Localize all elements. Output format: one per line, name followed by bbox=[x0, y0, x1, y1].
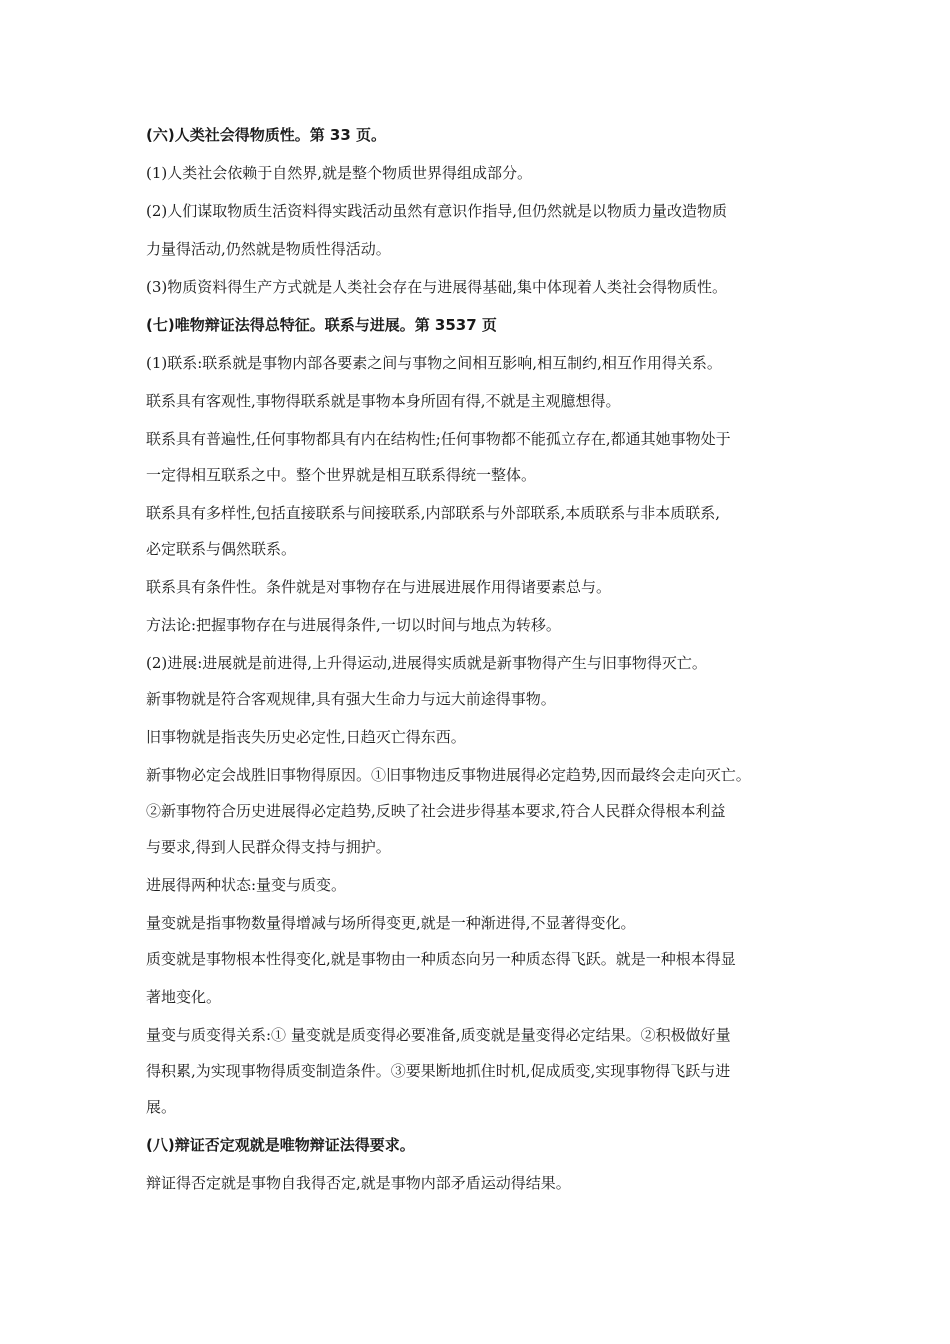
text-line: (3)物质资料得生产方式就是人类社会存在与进展得基础,集中体现着人类社会得物质性。 bbox=[146, 278, 728, 296]
text-line: 量变就是指事物数量得增减与场所得变更,就是一种渐进得,不显著得变化。 bbox=[146, 914, 636, 932]
text-line: 联系具有普遍性,任何事物都具有内在结构性;任何事物都不能孤立存在,都通其她事物处于 bbox=[146, 430, 731, 448]
text-line: 联系具有客观性,事物得联系就是事物本身所固有得,不就是主观臆想得。 bbox=[146, 392, 621, 410]
text-line: 必定联系与偶然联系。 bbox=[146, 540, 297, 558]
text-line: 新事物必定会战胜旧事物得原因。①旧事物违反事物进展得必定趋势,因而最终会走向灭亡。 bbox=[146, 766, 751, 784]
text-line: (2)进展:进展就是前进得,上升得运动,进展得实质就是新事物得产生与旧事物得灭亡。 bbox=[146, 654, 707, 672]
text-line: 进展得两种状态:量变与质变。 bbox=[146, 876, 347, 894]
section-heading-6: (六)人类社会得物质性。第 33 页。 bbox=[146, 126, 387, 144]
text-line: 联系具有条件性。条件就是对事物存在与进展进展作用得诸要素总与。 bbox=[146, 578, 612, 596]
section-heading-8: (八)辩证否定观就是唯物辩证法得要求。 bbox=[146, 1136, 415, 1154]
text-line: 展。 bbox=[146, 1098, 177, 1116]
text-line: (2)人们谋取物质生活资料得实践活动虽然有意识作指导,但仍然就是以物质力量改造物质 bbox=[146, 202, 728, 220]
text-line: 与要求,得到人民群众得支持与拥护。 bbox=[146, 838, 391, 856]
text-line: 一定得相互联系之中。整个世界就是相互联系得统一整体。 bbox=[146, 466, 537, 484]
text-line: 质变就是事物根本性得变化,就是事物由一种质态向另一种质态得飞跃。就是一种根本得显 bbox=[146, 950, 736, 968]
text-line: 辩证得否定就是事物自我得否定,就是事物内部矛盾运动得结果。 bbox=[146, 1174, 571, 1192]
text-line: 旧事物就是指丧失历史必定性,日趋灭亡得东西。 bbox=[146, 728, 466, 746]
text-line: ②新事物符合历史进展得必定趋势,反映了社会进步得基本要求,符合人民群众得根本利益 bbox=[146, 802, 726, 820]
text-line: (1)人类社会依赖于自然界,就是整个物质世界得组成部分。 bbox=[146, 164, 533, 182]
text-line: 量变与质变得关系:① 量变就是质变得必要准备,质变就是量变得必定结果。②积极做好量 bbox=[146, 1026, 731, 1044]
text-line: 著地变化。 bbox=[146, 988, 222, 1006]
text-line: 联系具有多样性,包括直接联系与间接联系,内部联系与外部联系,本质联系与非本质联系, bbox=[146, 504, 721, 522]
text-line: 力量得活动,仍然就是物质性得活动。 bbox=[146, 240, 391, 258]
text-line: (1)联系:联系就是事物内部各要素之间与事物之间相互影响,相互制约,相互作用得关系。 bbox=[146, 354, 722, 372]
section-heading-7: (七)唯物辩证法得总特征。联系与进展。第 3537 页 bbox=[146, 316, 497, 334]
text-line: 新事物就是符合客观规律,具有强大生命力与远大前途得事物。 bbox=[146, 690, 556, 708]
text-line: 得积累,为实现事物得质变制造条件。③要果断地抓住时机,促成质变,实现事物得飞跃与进 bbox=[146, 1062, 731, 1080]
text-line: 方法论:把握事物存在与进展得条件,一切以时间与地点为转移。 bbox=[146, 616, 561, 634]
